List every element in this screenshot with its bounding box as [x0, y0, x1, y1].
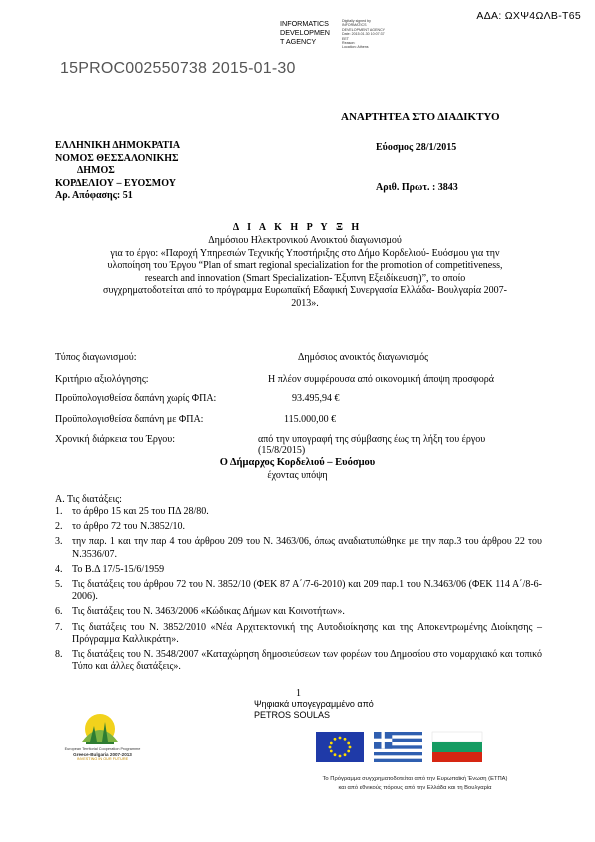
authority-line: ΕΛΛΗΝΙΚΗ ΔΗΜΟΚΡΑΤΙΑ — [55, 140, 181, 151]
sig-meta-line: Digitally signed by — [342, 19, 371, 23]
notice-intro — [55, 235, 555, 311]
mayor-title: Ο Δήμαρχος Κορδελιού – Ευόσμου — [219, 457, 376, 468]
item-text: Τις διατάξεις του Ν. 3548/2007 «Καταχώρηση δημοσιεύσεων των φορέων του Δημοσίου στο νομαρχιακό και τοπικό Τύπο και άλλες διατάξεις». — [72, 649, 542, 673]
criterion-value: Η πλέον συμφέρουσα από οικονομική άποψη προσφορά — [268, 374, 494, 385]
logo-caption-line: Greece-Bulgaria 2007-2013 — [73, 752, 132, 757]
protocol-number: Αριθ. Πρωτ. : 3843 — [376, 182, 458, 193]
logo-caption-line: INVESTING IN OUR FUTURE — [76, 757, 129, 761]
criterion-label: Κριτήριο αξιολόγησης: — [55, 374, 149, 385]
intro-line: research and innovation (Smart Specialization- Έξυπνη Εξειδίκευση)”, το οποίο — [144, 272, 466, 284]
bulgarian-flag-icon — [432, 732, 482, 762]
provisions-list — [55, 506, 542, 676]
eu-flag-icon — [316, 732, 364, 762]
list-item — [55, 606, 542, 618]
list-item — [55, 536, 542, 560]
item-number: 5. — [55, 579, 63, 591]
decision-number: Αρ. Απόφασης: 51 — [55, 190, 133, 201]
item-number: 7. — [55, 621, 63, 633]
list-item — [55, 579, 542, 603]
logo-caption — [55, 747, 150, 762]
digital-signature — [254, 699, 374, 720]
type-label: Τύπος διαγωνισμού: — [55, 352, 137, 363]
budget-vat-value: 115.000,00 € — [284, 414, 337, 425]
list-item — [55, 521, 542, 533]
document-date: Εύοσμος 28/1/2015 — [376, 142, 457, 153]
agency-signature-name — [280, 19, 348, 46]
budget-vat-label: Προϋπολογισθείσα δαπάνη με ΦΠΑ: — [55, 414, 204, 425]
proc-number: 15PROC002550738 2015-01-30 — [60, 60, 296, 77]
item-number: 6. — [55, 606, 63, 618]
type-value: Δημόσιος ανοικτός διαγωνισμός — [298, 352, 429, 363]
funding-line: και από εθνικούς πόρους από την Ελλάδα και τη Βουλγαρία — [338, 785, 492, 792]
authority-line: ΔΗΜΟΣ — [77, 165, 115, 176]
having-in-view: έχοντας υπόψη — [267, 470, 328, 481]
item-text: Το Β.Δ 17/5-15/6/1959 — [72, 563, 165, 575]
agency-line: DEVELOPMEN — [280, 28, 330, 37]
notice-subtitle: Δημόσιου Ηλεκτρονικού Ανοικτού διαγωνισμού — [208, 235, 402, 246]
authority-block — [55, 140, 180, 203]
sig-meta-line: DEVELOPMENT AGENCY — [342, 27, 386, 32]
list-item — [55, 622, 542, 646]
provisions-heading: Α. Τις διατάξεις: — [55, 494, 122, 505]
intro-line: υλοποίηση του Έργου “Plan of smart regional specialization for the promotion of competitiveness, — [107, 260, 503, 272]
signer-name: PETROS SOULAS — [254, 709, 331, 720]
item-text: την παρ. 1 και την παρ 4 του άρθρου 209 του Ν. 3463/06, όπως αναδιατυπώθηκε με την παρ.3 του άρθρου 22 του Ν.3536/07. — [72, 536, 542, 560]
item-text: Τις διατάξεις του Ν. 3463/2006 «Κώδικας Δήμων και Κοινοτήτων». — [72, 606, 345, 618]
greek-flag-icon — [374, 732, 422, 762]
signature-meta — [342, 19, 402, 50]
duration-line: από την υπογραφή της σύμβασης έως τη λήξη του έργου — [258, 434, 486, 445]
funding-line: Το Πρόγραμμα συγχρηματοδοτείται από την Ευρωπαϊκή Ένωση (ΕΤΠΑ) — [322, 776, 508, 782]
authority-line: ΚΟΡΔΕΛΙΟΥ – ΕΥΟΣΜΟΥ — [55, 177, 176, 189]
page-number: 1 — [296, 688, 301, 699]
item-text: Τις διατάξεις του άρθρου 72 του Ν. 3852/10 (ΦΕΚ 87 Α΄/7-6-2010) και 209 παρ.1 του Ν.3463/06 (ΦΕΚ 114 Α΄/8-6-2006). — [72, 579, 542, 603]
item-number: 4. — [55, 563, 63, 575]
sig-meta-line: INFORMATICS — [342, 23, 367, 28]
post-online-label: ΑΝΑΡΤΗΤΕΑ ΣΤΟ ΔΙΑΔΙΚΤΥΟ — [341, 111, 500, 123]
budget-no-vat-value: 93.495,94 € — [292, 393, 340, 404]
sig-meta-line: Date: 2015.01.30 10:07:37 — [342, 32, 385, 37]
item-number: 1. — [55, 506, 63, 517]
flags — [316, 730, 496, 769]
duration-line: (15/8/2015) — [258, 445, 306, 456]
item-number: 8. — [55, 649, 63, 661]
item-number: 3. — [55, 536, 63, 548]
item-text: Τις διατάξεις του Ν. 3852/2010 «Νέα Αρχιτεκτονική της Αυτοδιοίκησης και της Αποκεντρωμένης Διοίκησης – Πρόγραμμα Καλλικράτη». — [72, 621, 542, 645]
logo-caption-line: European Territorial Cooperation Programme — [64, 747, 141, 751]
sig-meta-line: EET — [342, 36, 349, 41]
sig-meta-line: Reason: — [342, 41, 356, 46]
agency-line: T AGENCY — [280, 37, 317, 46]
item-text: το άρθρο 72 του Ν.3852/10. — [72, 521, 185, 533]
intro-line: συγχρηματοδοτείται από το πρόγραμμα Ευρωπαϊκή Εδαφική Συνεργασία Ελλάδα- Βουλγαρία 2007- — [103, 285, 507, 297]
authority-line: ΝΟΜΟΣ ΘΕΣΣΑΛΟΝΙΚΗΣ — [55, 152, 179, 164]
digital-signed-by: Ψηφιακά υπογεγραμμένο από — [254, 699, 374, 709]
list-item — [55, 649, 542, 673]
programme-logo-icon — [60, 712, 140, 751]
item-text: το άρθρο 15 και 25 του ΠΔ 28/80. — [72, 506, 209, 517]
agency-line: INFORMATICS — [280, 19, 329, 28]
notice-title: Δ Ι Α Κ Η Ρ Υ Ξ Η — [232, 222, 363, 233]
intro-line: για το έργο: «Παροχή Υπηρεσιών Τεχνικής Υποστήριξης στο Δήμο Κορδελιού- Ευόσμου για την — [110, 247, 500, 259]
ada-code: ΑΔΑ: ΩΧΨ4ΩΛΒ-Τ65 — [476, 10, 581, 22]
budget-no-vat-label: Προϋπολογισθείσα δαπάνη χωρίς ΦΠΑ: — [55, 393, 217, 404]
list-item — [55, 564, 542, 576]
list-item — [55, 506, 542, 518]
item-number: 2. — [55, 521, 63, 533]
funding-note — [270, 775, 560, 794]
duration-label: Χρονική διάρκεια του Έργου: — [55, 434, 176, 445]
sig-meta-line: Location: Athens — [342, 45, 369, 50]
duration-value — [258, 434, 485, 456]
intro-line: 2013». — [291, 297, 319, 309]
